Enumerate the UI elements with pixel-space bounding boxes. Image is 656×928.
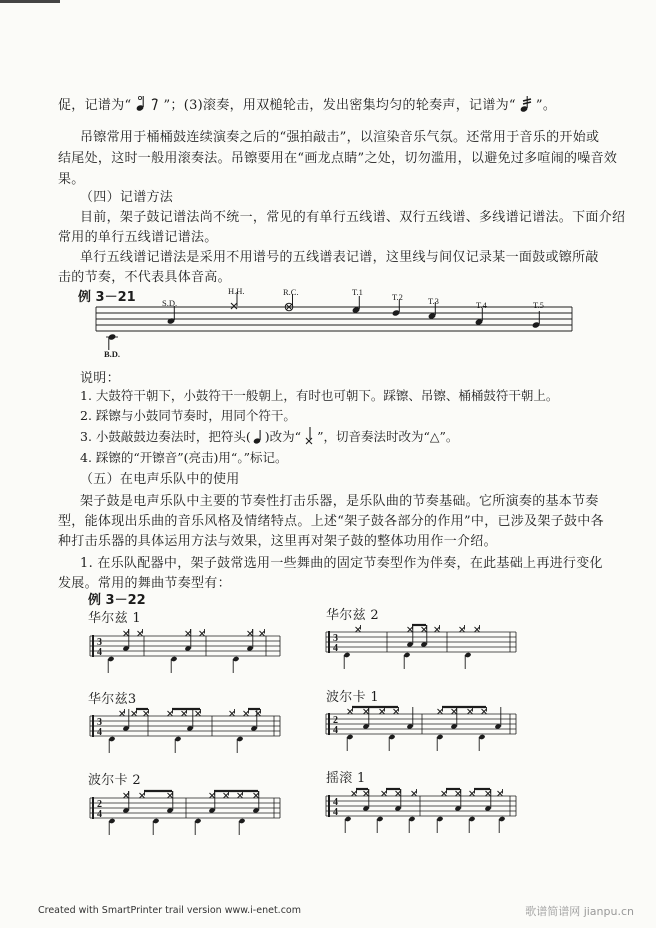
rhythm-title-rock-1: 摇滚 1 xyxy=(326,771,366,786)
cymbal-note xyxy=(260,629,265,636)
example-3-21-label: 例 3－21 xyxy=(78,290,136,305)
rhythm-title-polka-2: 波尔卡 2 xyxy=(88,773,141,788)
time-signature-bottom: 4 xyxy=(97,727,102,738)
time-signature-top: 3 xyxy=(97,717,102,728)
cymbal-note xyxy=(200,629,205,636)
tom-5-note xyxy=(532,311,541,329)
cymbal-note xyxy=(460,625,465,632)
cymbal-note xyxy=(124,629,129,636)
staff xyxy=(90,715,280,738)
line-1-mid: ”；(3)滚奏，用双槌轮击，发出密集均匀的轮奏声，记谱为“ xyxy=(163,98,516,113)
label-t4: T.4 xyxy=(476,300,487,310)
rhythm-title-waltz-1: 华尔兹 1 xyxy=(88,611,141,626)
cymbal-note xyxy=(356,625,361,632)
staff xyxy=(90,797,280,820)
snare-drum-note xyxy=(167,306,176,325)
para-4-line-2: 击的节奏，不代表具体音高。 xyxy=(58,270,231,285)
cymbal-note xyxy=(475,625,480,632)
cymbal-note xyxy=(382,789,387,796)
cymbal-note xyxy=(168,709,173,716)
tom-4-note xyxy=(475,308,484,326)
note-4: 4. 踩镲的“开镲音”(亮击)用“。”标记。 xyxy=(80,450,288,465)
bass-drum-note xyxy=(346,734,353,751)
staff-lines xyxy=(96,307,572,331)
note-3-mid: )改为“ xyxy=(264,429,302,444)
cymbal-note xyxy=(230,709,235,716)
para-6-line-1: 1. 在乐队配器中，架子鼓常选用一些舞曲的固定节奏型作为伴奏，在此基础上再进行变化 xyxy=(80,556,603,571)
cymbal-note xyxy=(120,709,125,716)
rhythm-title-waltz-2: 华尔兹 2 xyxy=(326,608,379,623)
para-2-line-2: 结尾处，这时一般用滚奏法。吊镲要用在“画龙点睛”之处，切勿滥用，以避免过多喧闹的噪音效 xyxy=(58,151,618,166)
example-3-22-label: 例 3－22 xyxy=(88,593,146,608)
cymbal-note xyxy=(244,709,249,716)
footer-watermark-left: Created with SmartPrinter trail version www.i-enet.com xyxy=(38,905,301,916)
bass-drum-note xyxy=(232,656,239,673)
bass-drum-note xyxy=(388,734,395,751)
tom-2-note xyxy=(392,300,401,317)
note-1: 1. 大鼓符干朝下，小鼓符干一般朝上，有时也可朝下。踩镲、吊镲、桶桶鼓符干朝上。 xyxy=(80,388,559,403)
cymbal-note xyxy=(435,625,440,632)
bass-drum-note xyxy=(236,736,243,753)
para-6-line-2: 发展。常用的舞曲节奏型有： xyxy=(58,576,231,591)
bass-drum-note xyxy=(106,333,118,350)
cymbal-note xyxy=(140,791,145,798)
bass-drum-note xyxy=(344,816,351,833)
note-3-pre: 3. 小鼓敲鼓边奏法时，把符头( xyxy=(80,429,251,444)
para-2-line-1: 吊镲常用于桶桶鼓连续演奏之后的“强拍敲击”，以渲染音乐气氛。还常用于音乐的开始或 xyxy=(80,130,600,145)
bass-drum-note xyxy=(436,816,443,833)
para-5-line-2: 型，能体现出乐曲的音乐风格及情绪特点。上述“架子鼓各部分的作用”中，已涉及架子鼓中各 xyxy=(58,514,604,529)
section-5-heading: （五）在电声乐队中的使用 xyxy=(80,472,240,487)
cymbal-note xyxy=(124,791,129,798)
bass-drum-note xyxy=(238,818,245,835)
line-1-post: ”。 xyxy=(535,98,557,113)
label-bd: B.D. xyxy=(104,349,121,359)
note-2: 2. 踩镲与小鼓同节奏时，用同个符干。 xyxy=(80,408,296,423)
cymbal-note xyxy=(438,707,443,714)
para-4-line-1: 单行五线谱记谱法是采用不用谱号的五线谱表记谱，这里线与间仅记录某一面鼓或镲所敲 xyxy=(80,250,599,265)
label-t2: T.2 xyxy=(392,292,403,302)
cymbal-note xyxy=(186,629,191,636)
note-3-post: ”，切音奏法时改为“△”。 xyxy=(317,429,459,444)
time-signature-top: 2 xyxy=(333,715,338,726)
notes-label: 说明： xyxy=(80,371,120,386)
rhythm-staff-rock-1 xyxy=(322,784,522,836)
footer-watermark-right: 歌谱简谱网 jianpu.cn xyxy=(525,905,634,918)
cymbal-note xyxy=(442,789,447,796)
time-signature-bottom: 4 xyxy=(333,725,338,736)
label-t5: T.5 xyxy=(533,300,544,310)
bass-drum-note xyxy=(436,734,443,751)
cymbal-note xyxy=(210,791,215,798)
bass-drum-note xyxy=(108,736,115,753)
rhythm-staff-waltz-1 xyxy=(86,624,286,676)
bass-drum-note xyxy=(108,818,115,835)
time-signature-bottom: 4 xyxy=(97,647,102,658)
quarter-note-icon xyxy=(253,429,263,445)
time-signature-top: 2 xyxy=(97,799,102,810)
para-3-line-1: 目前，架子鼓记谱法尚不统一，常见的有单行五线谱、双行五线谱、多线谱记谱法。下面介绍 xyxy=(80,210,626,225)
time-signature-top: 3 xyxy=(333,633,338,644)
time-signature-top: 4 xyxy=(333,797,338,808)
line-1-pre: 促，记谱为“ xyxy=(58,98,132,113)
rhythm-staff-waltz-3 xyxy=(86,704,286,756)
cymbal-note xyxy=(408,625,413,632)
rhythm-staff-waltz-2 xyxy=(322,620,522,672)
bass-drum-note xyxy=(403,652,410,669)
para-5-line-3: 种打击乐器的具体运用方法与效果，这里再对架子鼓的整体功用作一介绍。 xyxy=(58,534,497,549)
bass-drum-note xyxy=(174,736,181,753)
cymbal-note xyxy=(352,789,357,796)
label-rc: R.C. xyxy=(283,287,299,297)
note-3 xyxy=(80,427,458,445)
label-sd: S.D. xyxy=(162,298,178,308)
label-t3: T.3 xyxy=(428,296,439,306)
staff xyxy=(326,713,516,736)
cymbal-note xyxy=(498,789,503,796)
time-signature-bottom: 4 xyxy=(333,807,338,818)
bass-drum-note xyxy=(376,816,383,833)
section-4-heading: （四）记谱方法 xyxy=(80,190,174,205)
bass-drum-note xyxy=(194,818,201,835)
rhythm-title-waltz-3: 华尔兹3 xyxy=(88,692,137,707)
cymbal-note xyxy=(412,789,417,796)
para-2-line-3: 果。 xyxy=(58,172,85,187)
bass-drum-note xyxy=(170,656,177,673)
cymbal-note xyxy=(138,629,143,636)
tom-1-note xyxy=(352,296,361,314)
bass-drum-note xyxy=(152,818,159,835)
time-signature-bottom: 4 xyxy=(97,809,102,820)
snare-drum-note xyxy=(494,707,501,730)
snare-drum-note xyxy=(406,707,413,730)
cymbal-note xyxy=(132,709,137,716)
snare-drum-note xyxy=(186,709,193,732)
bass-drum-note xyxy=(468,816,475,833)
label-hh: H.H. xyxy=(228,286,245,296)
bass-drum-note xyxy=(408,816,415,833)
rhythm-staff-polka-1 xyxy=(322,702,522,754)
label-t1: T.1 xyxy=(352,287,363,297)
rim-note-icon xyxy=(303,427,315,445)
time-signature-top: 3 xyxy=(97,637,102,648)
cymbal-note xyxy=(348,707,353,714)
bass-drum-note xyxy=(478,734,485,751)
para-5-line-1: 架子鼓是电声乐队中主要的节奏性打击乐器，是乐队曲的节奏基础。它所演奏的基本节奏 xyxy=(80,494,599,509)
para-3-line-2: 常用的单行五线谱记谱法。 xyxy=(58,230,218,245)
bass-drum-note xyxy=(107,656,114,673)
rhythm-staff-polka-2 xyxy=(86,786,286,838)
time-signature-bottom: 4 xyxy=(333,643,338,654)
cymbal-note xyxy=(470,789,475,796)
rhythm-title-polka-1: 波尔卡 1 xyxy=(326,690,379,705)
bass-drum-note xyxy=(498,816,505,833)
cymbal-note xyxy=(248,629,253,636)
bass-drum-note xyxy=(464,652,471,669)
staff xyxy=(326,631,516,654)
bass-drum-note xyxy=(343,652,350,669)
